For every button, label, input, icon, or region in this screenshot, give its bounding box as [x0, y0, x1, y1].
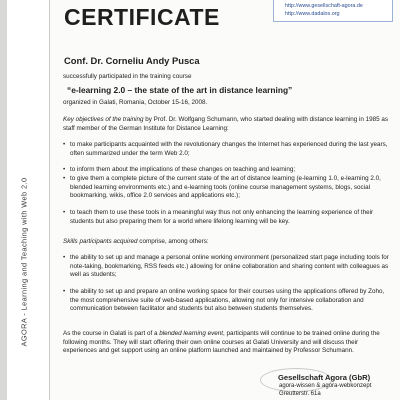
sidebar-strip	[0, 0, 50, 400]
recipient-name: Conf. Dr. Corneliu Andy Pusca	[64, 55, 200, 66]
organized-line: organized in Galati, Romania, October 15-16, 2008.	[63, 99, 208, 106]
url-dadalos: http://www.dadalos.org	[285, 11, 340, 17]
bullet-icon: •	[63, 175, 66, 182]
objective-item	[63, 141, 393, 158]
skills-heading: Skills participants acquired	[63, 238, 138, 245]
objective-item	[63, 209, 393, 226]
skill-item	[63, 254, 393, 280]
participation-line: successfully participated in the training course	[63, 73, 192, 80]
organization-line: agora-wissen & agora-webkonzept	[279, 383, 372, 389]
closing-part-2: , participants will continue to be trained online during the following months. They will start offering their own online courses at Galati University and will discuss their experiences and get support using an online platform launched and maintained by Professor Schumann.	[63, 330, 380, 355]
certificate-title: CERTIFICATE	[64, 4, 220, 30]
bullet-icon: •	[63, 254, 66, 261]
objective-text: to inform them about the implications of these changes on teaching and learning;	[70, 166, 296, 173]
closing-emphasis: blended learning event	[159, 330, 223, 337]
skill-text: the ability to set up and manage a personal online working environment (personalized start page including tools for note-taking, bookmarking, RSS feeds etc.) allowing for online collaboration and sharing content with colleagues as well as students;	[70, 254, 389, 279]
closing-paragraph	[63, 330, 393, 356]
objective-item	[63, 166, 393, 175]
objective-text: to give them a complete picture of the current state of the art of distance learning (e-learning 1.0, e-learning 2.0, blended learning environments etc.) and e-learning tools (online course management systems, blogs, social bookmarking, wikis, office 2.0 services and applications etc.);	[70, 175, 381, 200]
closing-part-1: As the course in Galati is part of a	[63, 330, 160, 337]
bullet-icon: •	[63, 209, 66, 216]
url-agora: http://www.gesellschaft-agora.de	[285, 3, 363, 9]
bullet-icon: •	[63, 141, 66, 148]
objectives-text: by Prof. Dr. Wolfgang Schumann, who started dealing with distance learning in 1985 as staff member of the German Institute for Distance Learning:	[63, 116, 389, 132]
objectives-intro	[63, 116, 393, 133]
organization-name: Gesellschaft Agora (GbR)	[278, 373, 371, 382]
bullet-icon: •	[63, 166, 66, 173]
skills-text: comprise, among others:	[137, 238, 209, 245]
objective-text: to make participants acquainted with the revolutionary changes the Internet has experienced during the last years, often summarized under the term Web 2.0;	[70, 141, 388, 157]
sidebar-bar	[0, 0, 7, 400]
skills-intro	[63, 238, 393, 247]
sidebar-label: AGORA - Learning and Teaching with Web 2.0	[19, 177, 29, 347]
objectives-heading: Key objectives of the training	[63, 116, 144, 123]
bullet-icon: •	[63, 288, 66, 295]
skill-item	[63, 288, 393, 314]
skill-text: the ability to set up and prepare an online working space for their courses using the applications offered by Zoho, the most comprehensive suite of web-based applications, allowing not only for intensive collaboration and communication between facilitator and students but also between students themselves.	[70, 288, 385, 313]
organization-street: Greutterstr. 61a	[279, 391, 321, 397]
course-title: “e-learning 2.0 – the state of the art in distance learning”	[67, 85, 293, 95]
objective-item	[63, 175, 393, 201]
objective-text: to teach them to use these tools in a meaningful way thus not only enhancing the learning experience of their students but also preparing them for a world where lifelong learning will be key.	[70, 209, 374, 225]
